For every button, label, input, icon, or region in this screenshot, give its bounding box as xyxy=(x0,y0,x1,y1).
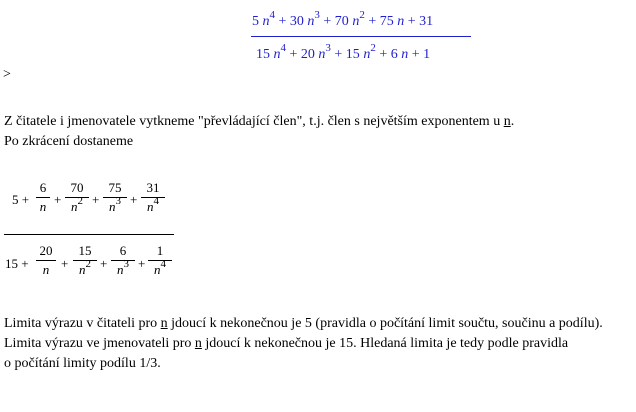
output-numerator: 5 $n^4 + 30$ $n^3 + 70$ $n^2 + 75$ n + 31 xyxy=(252,9,434,29)
plus-sign: + xyxy=(61,256,69,271)
plus-sign: + xyxy=(100,256,108,271)
plus-sign: + xyxy=(130,192,138,207)
reduced-main-bar xyxy=(4,234,174,235)
conclusion-line-3: o počítání limity podílu 1/3. xyxy=(4,356,161,371)
reduced-den-term-2: 15 $n^2$ xyxy=(73,243,97,278)
paragraph-after-reduction: Po zkrácení dostaneme xyxy=(4,134,134,149)
reduced-num-term-1: 6 n xyxy=(36,180,50,215)
plus-sign: + xyxy=(92,192,100,207)
reduced-den-term-1: 20 n xyxy=(36,243,56,278)
reduced-num-term-3: 75 $n^3$ xyxy=(103,180,127,215)
reduced-num-lead: 5 + xyxy=(12,192,30,207)
input-prompt[interactable]: > xyxy=(3,67,11,82)
fraction-bar xyxy=(36,260,56,261)
conclusion-line-1: Limita výrazu v čitateli pro n jdoucí k nekonečnou je 5 (pravidla o počítání limit součtu, součinu a podílu). xyxy=(4,316,603,331)
output-fraction-bar xyxy=(251,36,471,37)
reduced-den-lead: 15 + xyxy=(5,256,29,271)
plus-sign: + xyxy=(54,192,62,207)
reduced-den-term-4: 1 $n^4$ xyxy=(148,243,172,278)
reduced-num-term-2: 70 $n^2$ xyxy=(65,180,89,215)
paragraph-factor-out: Z čitatele i jmenovatele vytkneme "převládající člen", t.j. člen s největším exponentem u n. xyxy=(4,114,515,129)
fraction-bar xyxy=(36,197,50,198)
reduced-den-term-3: 6 $n^3$ xyxy=(111,243,135,278)
output-denominator: 15 $n^4 + 20$ $n^3 + 15$ $n^2 + 6$ n + 1 xyxy=(256,42,431,62)
conclusion-line-2: Limita výrazu ve jmenovateli pro n jdoucí k nekonečnou je 15. Hledaná limita je tedy podle pravidla xyxy=(4,336,569,351)
plus-sign: + xyxy=(138,256,146,271)
reduced-num-term-4: 31 $n^4$ xyxy=(141,180,165,215)
